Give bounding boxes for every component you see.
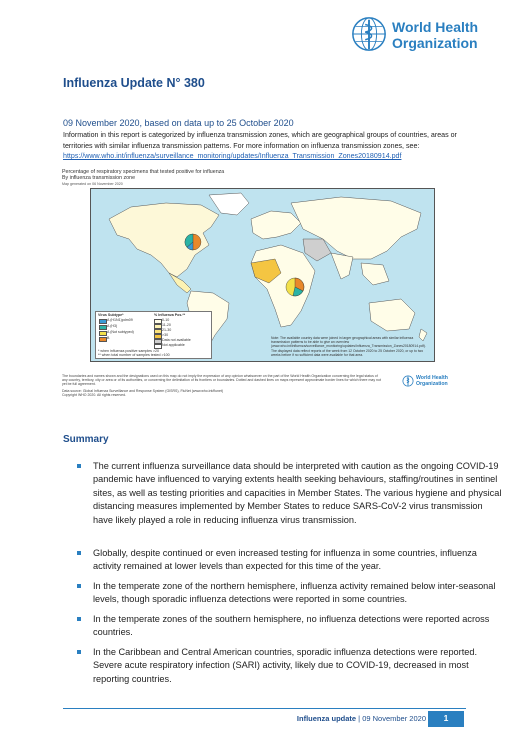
- bullet-marker-icon: [77, 551, 81, 555]
- footer-separator: |: [356, 714, 363, 723]
- document-title: Influenza Update N° 380: [63, 76, 205, 90]
- legend-swatch: [99, 325, 107, 330]
- legend-note-1: * when influenza positive samples >20: [98, 349, 160, 353]
- map-disclaimer-text: The boundaries and names shown and the designations used on this map do not imply the expression of any opinion whatsoever on the part of the World Health Organization concerning the legal status of any country, territory, city or area or of its authorities, or concerning the delimitation of its frontiers or boundaries. Dotted and dashed lines on maps represent approximate border lines for which there may not yet be full agreement.: [62, 374, 381, 387]
- legend-positive-label: >30: [162, 333, 169, 337]
- legend-subtype-label: A (Not subtyped): [107, 330, 134, 334]
- footer-date: 09 November 2020: [362, 714, 426, 723]
- page-number-box: [428, 711, 464, 727]
- date-line: 09 November 2020, based on data up to 25 October 2020: [63, 118, 294, 128]
- legend-positive-label: Not applicable: [162, 343, 185, 347]
- influenza-map-figure: [58, 168, 468, 404]
- legend-positive-label: 0-10: [162, 318, 170, 322]
- map-title: Percentage of respiratory specimens that tested positive for influenza: [62, 169, 225, 175]
- page-number: 1: [443, 713, 449, 723]
- map-logo-text: [416, 376, 448, 387]
- summary-bullet-text: In the temperate zone of the northern hemisphere, influenza activity remained below inter-seasonal levels, though sporadic influenza detections were reported in some countries.: [93, 581, 496, 605]
- map-legend: [95, 311, 212, 359]
- legend-note-2: ** when total number of samples tested >100: [98, 353, 170, 357]
- summary-bullet-text: In the Caribbean and Central American countries, sporadic influenza detections were reported. Severe acute respiratory infection (SARI) activity, likely due to COVID-19, decreased in most reporting countries.: [93, 647, 478, 684]
- bullet-marker-icon: [77, 617, 81, 621]
- org-name-line1: World Health: [392, 19, 479, 35]
- legend-positive-label: Data not available: [162, 338, 191, 342]
- north-america: [109, 203, 219, 277]
- greenland: [209, 193, 249, 215]
- who-emblem-small-icon: [402, 375, 414, 387]
- legend-subtype-label: B: [107, 336, 110, 340]
- map-who-logo: [402, 375, 472, 389]
- map-generated-date: Map generated on 06 November 2020: [62, 182, 123, 186]
- south-asia: [331, 253, 353, 279]
- bullet-marker-icon: [77, 464, 81, 468]
- intro-paragraph: [63, 130, 473, 162]
- summary-heading: Summary: [63, 434, 109, 445]
- legend-subtype-header: Virus Subtype*: [98, 313, 124, 317]
- summary-bullet-text: Globally, despite continued or even increased testing for influenza in some countries, influenza activity remained at lower levels than expected for this time of the year.: [93, 548, 477, 572]
- bullet-marker-icon: [77, 584, 81, 588]
- map-logo-line2: Organization: [416, 380, 448, 387]
- legend-subtype-label: A (H3): [107, 324, 118, 328]
- africa: [251, 245, 315, 327]
- southeast-asia: [361, 263, 389, 285]
- europe: [251, 211, 301, 239]
- summary-bullet-text: The current influenza surveillance data should be interpreted with caution as the ongoing COVID-19 pandemic have influenced to varying extents health seeking behaviours, staffing/routines in sentinel sites, as well as testing priorities and capacities in Member States. The various hygiene and physical distancing measures implemented by Member States to reduce SARS-CoV-2 virus transmission have likely played a role in reducing influenza virus transmission.: [93, 461, 502, 525]
- zones-link[interactable]: https://www.who.int/influenza/surveillance_monitoring/updates/Influenza_Transmission_Zones20180914.pdf: [63, 152, 402, 160]
- who-emblem-icon: [350, 15, 388, 53]
- map-logo-line1: World Health: [416, 375, 448, 381]
- world-map: [90, 188, 435, 362]
- legend-positive-label: 11-20: [162, 323, 171, 327]
- bullet-marker-icon: [77, 650, 81, 654]
- footer-label: Influenza update: [296, 714, 357, 723]
- map-data-source: Data source: Global Influenza Surveillance and Response System (GISRS), FluNet (www.who.int/flunet): [62, 388, 224, 393]
- summary-bullet-text: In the temperate zones of the southern hemisphere, no influenza detections were reported across countries.: [93, 614, 490, 638]
- pie-north-america: [185, 234, 201, 250]
- map-subtitle: By influenza transmission zone: [62, 175, 136, 181]
- map-disclaimer: [62, 374, 382, 397]
- legend-positive-label: 21-30: [162, 328, 172, 332]
- who-logo: [350, 15, 520, 55]
- legend-subtype-label: A (H1N1)pdm09: [107, 318, 133, 322]
- legend-swatch: [99, 319, 107, 324]
- footer-text: [250, 714, 426, 723]
- map-note: Note: The available country data were joined in larger geographical areas with similar influenza transmission patterns to be able to give an overview (www.who.int/influenza/surveillance_monitoring/updates/Influenza_Transmission_Zones20180914.pdf). The displayed data reflect reports of the week from 12 October 2020 to 25 October 2020, or up to two weeks before if no sufficient data were available for that area.: [271, 336, 426, 357]
- australia: [369, 299, 415, 331]
- legend-positive-header: % Influenza Pos.**: [154, 313, 186, 317]
- legend-swatch: [99, 331, 107, 336]
- central-america: [169, 273, 191, 293]
- pie-west-africa: [286, 278, 304, 296]
- intro-text: Information in this report is categorized by influenza transmission zones, which are geographical groups of countries, areas or territories with similar influenza transmission patterns. For more information on influenza transmission zones, see:: [63, 131, 457, 150]
- map-copyright: Copyright WHO 2020. All rights reserved.: [62, 392, 126, 397]
- footer-divider: [63, 708, 466, 709]
- org-name-line2: Organization: [392, 35, 478, 51]
- legend-swatch: [99, 336, 110, 342]
